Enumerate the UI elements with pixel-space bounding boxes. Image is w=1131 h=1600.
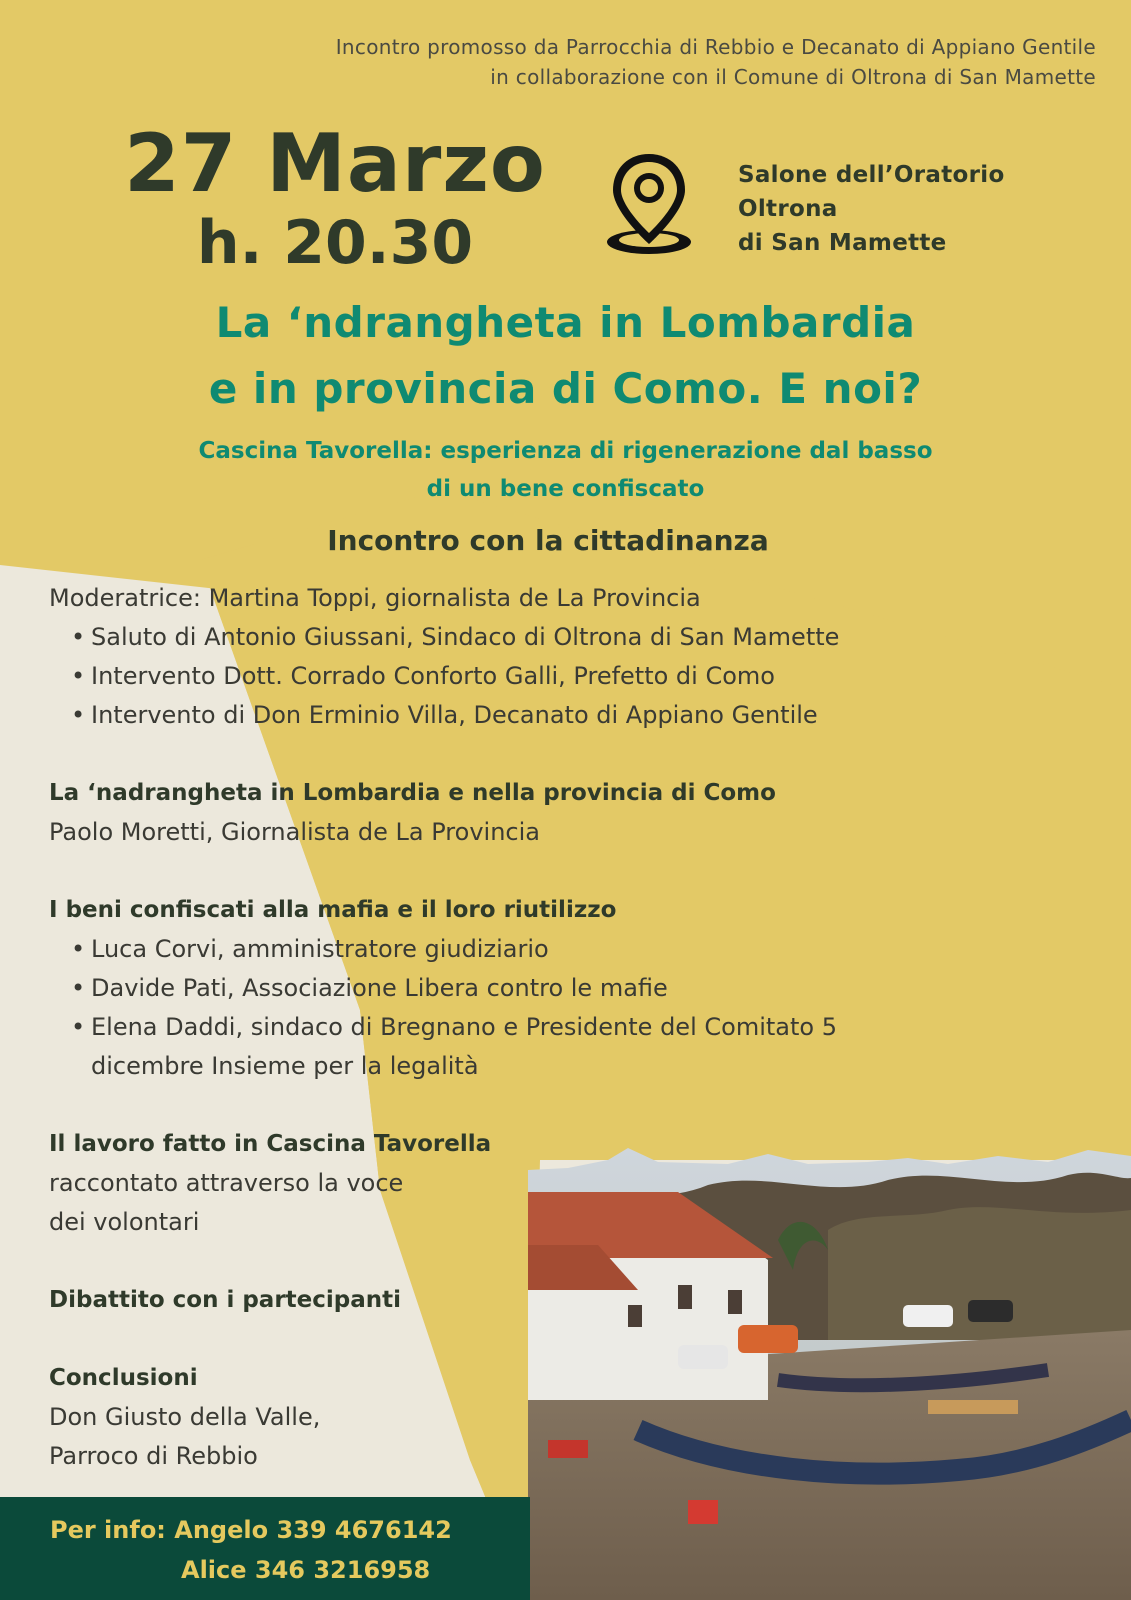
event-subtitle [0,432,1131,508]
venue-line-3: di San Mamette [738,230,947,256]
venue-line-2: Oltrona [738,196,838,222]
section-text: Paolo Moretti, Giornalista de La Provincia [49,818,540,846]
venue-line-1: Salone dell’Oratorio [738,162,1005,188]
subtitle-line-1: Cascina Tavorella: esperienza di rigenerazione dal basso [198,438,933,464]
cascina-photo [528,1140,1131,1600]
title-line-2: e in provincia di Como. E noi? [208,364,923,413]
list-item: • Saluto di Antonio Giussani, Sindaco di Oltrona di San Mamette [49,618,1029,657]
list-item: • Intervento Dott. Corrado Conforto Galli, Prefetto di Como [49,657,1029,696]
event-day: 27 Marzo [124,117,546,210]
section-text: Don Giusto della Valle, [49,1403,321,1431]
section-heading: La ‘nadrangheta in Lombardia e nella provincia di Como [49,780,776,806]
title-line-1: La ‘ndrangheta in Lombardia [215,298,916,347]
moderator-text: Moderatrice: Martina Toppi, giornalista de La Provincia [49,584,701,612]
list-item-continuation: dicembre Insieme per la legalità [91,1052,479,1080]
list-item: • Luca Corvi, amministratore giudiziario [49,930,1029,969]
event-time: h. 20.30 [196,208,474,278]
info-line-1: Per info: Angelo 339 4676142 [50,1516,452,1544]
venue-address [738,158,1005,260]
list-item: • Intervento di Don Erminio Villa, Decanato di Appiano Gentile [49,696,1029,735]
section-heading: Conclusioni [49,1365,198,1391]
location-pin-icon [603,150,695,258]
meeting-heading: Incontro con la cittadinanza [327,524,769,557]
event-date [100,118,570,276]
section-heading: Il lavoro fatto in Cascina Tavorella [49,1131,492,1157]
subtitle-line-2: di un bene confiscato [426,476,705,502]
section-text: Parroco di Rebbio [49,1442,258,1470]
promo-line-1: Incontro promosso da Parrocchia di Rebbio e Decanato di Appiano Gentile [335,35,1096,59]
section-heading: I beni confiscati alla mafia e il loro riutilizzo [49,897,617,923]
list-item: • Davide Pati, Associazione Libera contro le mafie [49,969,1029,1008]
event-title [0,290,1131,422]
section-text: dei volontari [49,1208,200,1236]
info-line-2: Alice 346 3216958 [181,1556,431,1584]
section-text: raccontato attraverso la voce [49,1169,404,1197]
promoter-text [96,32,1096,92]
contact-info [50,1510,452,1590]
promo-line-2: in collaborazione con il Comune di Oltrona di San Mamette [490,65,1096,89]
list-item: • Elena Daddi, sindaco di Bregnano e Presidente del Comitato 5 [49,1008,1029,1047]
section-heading: Dibattito con i partecipanti [49,1287,402,1313]
